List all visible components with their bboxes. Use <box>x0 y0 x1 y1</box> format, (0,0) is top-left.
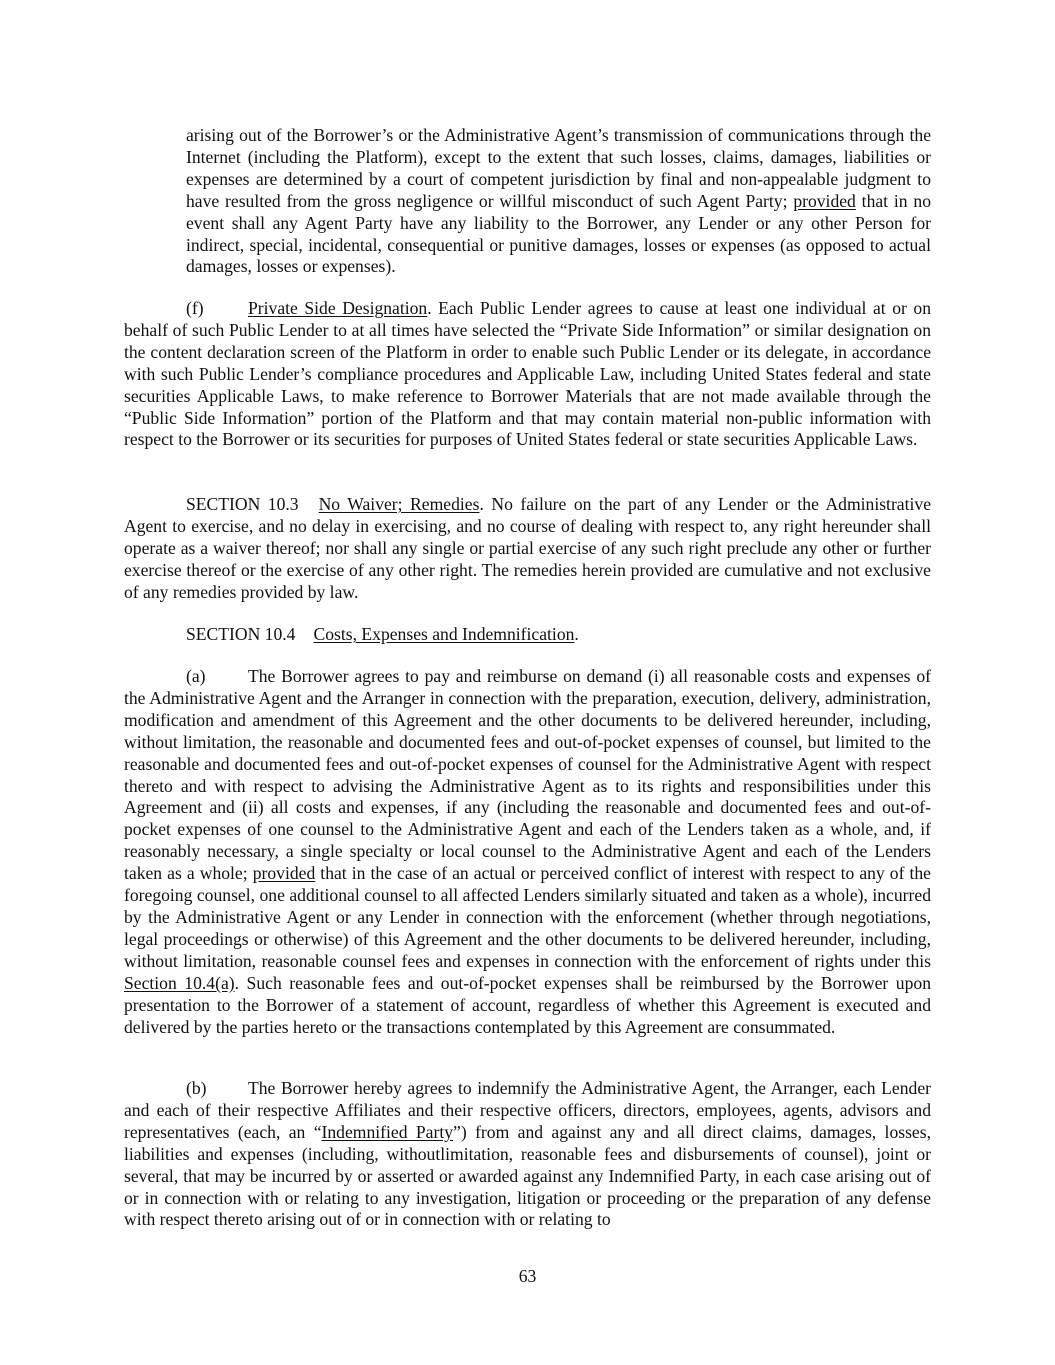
section-10-4-period: . <box>574 624 579 644</box>
paragraph-a-text-1: The Borrower agrees to pay and reimburse on demand (i) all reasonable costs and expenses of the Administrative Agent and the Arranger in connection with the preparation, execution, delivery, administration, modification and amendment of this Agreement and the other documents to be delivered hereunder, including, without limitation, the reasonable and documented fees and out-of-pocket expenses of counsel, but limited to the reasonable and documented fees and out-of-pocket expenses of counsel for the Administrative Agent with respect thereto and with respect to advising the Administrative Agent as to its rights and responsibilities under this Agreement and (ii) all costs and expenses, if any (including the reasonable and documented fees and out-of-pocket expenses of one counsel to the Administrative Agent and each of the Lenders taken as a whole, and, if reasonably necessary, a single specialty or local counsel to the Administrative Agent and each of the Lenders taken as a whole; <box>124 666 931 884</box>
paragraph-a-text-2: that in the case of an actual or perceived conflict of interest with respect to any of the foregoing counsel, one additional counsel to all affected Lenders similarly situated and taken as a whole), incurred by the Administrative Agent or any Lender in connection with the enforcement (whether through negotiations, legal proceedings or otherwise) of this Agreement and the other documents to be delivered hereunder, including, without limitation, reasonable counsel fees and expenses in connection with the enforcement of rights under this <box>124 863 931 971</box>
paragraph-f-body: . Each Public Lender agrees to cause at least one individual at or on behalf of such Public Lender to at all times have selected the “Private Side Information” or similar designation on the content declaration screen of the Platform in order to enable such Public Lender or its delegate, in accordance with such Public Lender’s compliance procedures and Applicable Law, including United States federal and state securities Applicable Laws, to make reference to Borrower Materials that are not made available through the “Public Side Information” portion of the Platform and that may contain material non-public information with respect to the Borrower or its securities for purposes of United States federal or state securities Applicable Laws. <box>124 298 931 450</box>
continuation-text-1: arising out of the Borrower’s or the Administrative Agent’s transmission of communications through the Internet (including the Platform), except to the extent that such losses, claims, damages, liabilities or expenses are determined by a court of competent jurisdiction by final and non-appealable judgment to have resulted from the gross negligence or willful misconduct of such Agent Party; <box>186 125 931 211</box>
page-number: 63 <box>518 1266 537 1286</box>
paragraph-a-label: (a) <box>186 666 206 686</box>
paragraph-f <box>124 298 931 451</box>
paragraph-f-heading: Private Side Designation <box>248 298 428 318</box>
paragraph-b <box>124 1078 931 1231</box>
section-10-3-body: . No failure on the part of any Lender or the Administrative Agent to exercise, and no delay in exercising, and no course of dealing with respect to, any right hereunder shall operate as a waiver thereof; nor shall any single or partial exercise of any such right preclude any other or further exercise thereof or the exercise of any other right. The remedies herein provided are cumulative and not exclusive of any remedies provided by law. <box>124 494 931 602</box>
continuation-text-2: that in no event shall any Agent Party have any liability to the Borrower, any Lender or any other Person for indirect, special, incidental, consequential or punitive damages, losses or expenses (as opposed to actual damages, losses or expenses). <box>186 190 931 277</box>
paragraph-a-provided-term: provided <box>252 863 316 884</box>
paragraph-a-text-3: . Such reasonable fees and out-of-pocket expenses shall be reimbursed by the Borrower upon presentation to the Borrower of a statement of account, regardless of whether this Agreement is executed and delivered by the parties hereto or the transactions contemplated by this Agreement are consummated. <box>124 972 931 1037</box>
section-10-4-heading: Costs, Expenses and Indemnification <box>313 624 575 644</box>
paragraph-b-text-1: The Borrower hereby agrees to indemnify the Administrative Agent, the Arranger, each Lender and each of their respective Affiliates and their respective officers, directors, employees, agents, advisors and representatives (each, an “ <box>124 1078 931 1142</box>
paragraph-f-label: (f) <box>186 298 204 318</box>
section-10-3-heading: No Waiver; Remedies <box>318 494 480 514</box>
continuation-paragraph <box>186 125 931 278</box>
section-10-4-label: SECTION 10.4 <box>186 624 296 644</box>
indemnified-party-term: Indemnified Party <box>321 1121 454 1142</box>
section-10-4-heading-line <box>124 624 931 646</box>
provided-term: provided <box>793 190 856 211</box>
section-10-3 <box>124 494 931 604</box>
paragraph-a <box>124 666 931 1038</box>
paragraph-b-text-2: ”) from and against any and all direct claims, damages, losses, liabilities and expenses (including, withoutlimitation, reasonable fees and disbursements of counsel), joint or several, that may be incurred by or asserted or awarded against any Indemnified Party, in each case arising out of or in connection with or relating to any investigation, litigation or proceeding or the preparation of any defense with respect thereto arising out of or in connection with or relating to <box>124 1121 931 1230</box>
paragraph-b-label: (b) <box>186 1078 207 1098</box>
section-reference-link: Section 10.4(a) <box>124 972 235 993</box>
section-10-3-label: SECTION 10.3 <box>186 494 299 514</box>
